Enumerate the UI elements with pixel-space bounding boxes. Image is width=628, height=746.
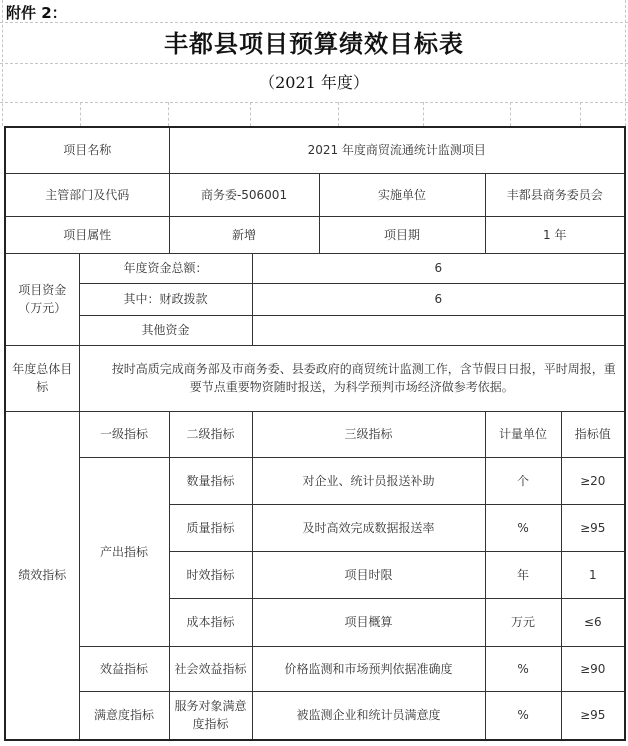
- attribute-value: 新增: [169, 216, 319, 253]
- level3-cell: 价格监测和市场预判依据准确度: [252, 646, 485, 691]
- annual-goal-label: 年度总体目标: [5, 345, 79, 411]
- sheet-gridlines: [0, 0, 628, 126]
- indicator-header-row: [5, 411, 625, 457]
- unit-cell: 年: [485, 551, 561, 598]
- target-cell: 1: [561, 551, 625, 598]
- attribute-label: 项目属性: [5, 216, 169, 253]
- level2-cell: 时效指标: [169, 551, 252, 598]
- header-unit: 计量单位: [485, 411, 561, 457]
- header-level1: 一级指标: [79, 411, 169, 457]
- level3-cell: 及时高效完成数据报送率: [252, 504, 485, 551]
- funds-label: 项目资金（万元）: [5, 253, 79, 345]
- department-row: [5, 173, 625, 216]
- attribute-row: [5, 216, 625, 253]
- level2-cell: 成本指标: [169, 598, 252, 646]
- level3-cell: 被监测企业和统计员满意度: [252, 691, 485, 740]
- header-level2: 二级指标: [169, 411, 252, 457]
- project-name-label: 项目名称: [5, 127, 169, 173]
- target-cell: ≤6: [561, 598, 625, 646]
- target-cell: ≥90: [561, 646, 625, 691]
- implementer-label: 实施单位: [319, 173, 485, 216]
- benefit-indicator-label: 效益指标: [79, 646, 169, 691]
- performance-label: 绩效指标: [5, 411, 79, 740]
- target-cell: ≥20: [561, 457, 625, 504]
- funds-other-label: 其他资金: [79, 315, 252, 345]
- unit-cell: 个: [485, 457, 561, 504]
- department-label: 主管部门及代码: [5, 173, 169, 216]
- project-name-value: 2021 年度商贸流通统计监测项目: [169, 127, 625, 173]
- header-level3: 三级指标: [252, 411, 485, 457]
- header-target: 指标值: [561, 411, 625, 457]
- level3-cell: 项目时限: [252, 551, 485, 598]
- level2-cell: 服务对象满意度指标: [169, 691, 252, 740]
- funds-total-value: 6: [252, 253, 625, 283]
- unit-cell: %: [485, 646, 561, 691]
- output-indicator-label: 产出指标: [79, 457, 169, 646]
- funds-fiscal-value: 6: [252, 283, 625, 315]
- level2-cell: 社会效益指标: [169, 646, 252, 691]
- satisfaction-row: [5, 691, 625, 740]
- unit-cell: %: [485, 691, 561, 740]
- period-value: 1 年: [485, 216, 625, 253]
- level2-cell: 数量指标: [169, 457, 252, 504]
- funds-fiscal-row: [5, 283, 625, 315]
- project-name-row: [5, 127, 625, 173]
- annual-goal-row: [5, 345, 625, 411]
- funds-fiscal-label: 其中：财政拨款: [79, 283, 252, 315]
- unit-cell: 万元: [485, 598, 561, 646]
- level3-cell: 项目概算: [252, 598, 485, 646]
- period-label: 项目期: [319, 216, 485, 253]
- funds-other-row: [5, 315, 625, 345]
- level2-cell: 质量指标: [169, 504, 252, 551]
- target-cell: ≥95: [561, 504, 625, 551]
- implementer-value: 丰都县商务委员会: [485, 173, 625, 216]
- benefit-row: [5, 646, 625, 691]
- unit-cell: %: [485, 504, 561, 551]
- page-title: 丰都县项目预算绩效目标表: [164, 29, 464, 58]
- department-value: 商务委-506001: [169, 173, 319, 216]
- target-cell: ≥95: [561, 691, 625, 740]
- funds-other-value: [252, 315, 625, 345]
- annual-goal-text: 按时高质完成商务部及市商务委、县委政府的商贸统计监测工作，含节假日日报，平时周报，重要节点重要物资随时报送，为科学预判市场经济做参考依据。: [79, 345, 625, 411]
- performance-goal-table: [4, 126, 626, 741]
- level3-cell: 对企业、统计员报送补助: [252, 457, 485, 504]
- attachment-label: 附件 2：: [6, 4, 67, 22]
- year-label: （2021 年度）: [259, 73, 369, 92]
- funds-total-label: 年度资金总额：: [79, 253, 252, 283]
- funds-total-row: [5, 253, 625, 283]
- table-row: [5, 457, 625, 504]
- satisfaction-indicator-label: 满意度指标: [79, 691, 169, 740]
